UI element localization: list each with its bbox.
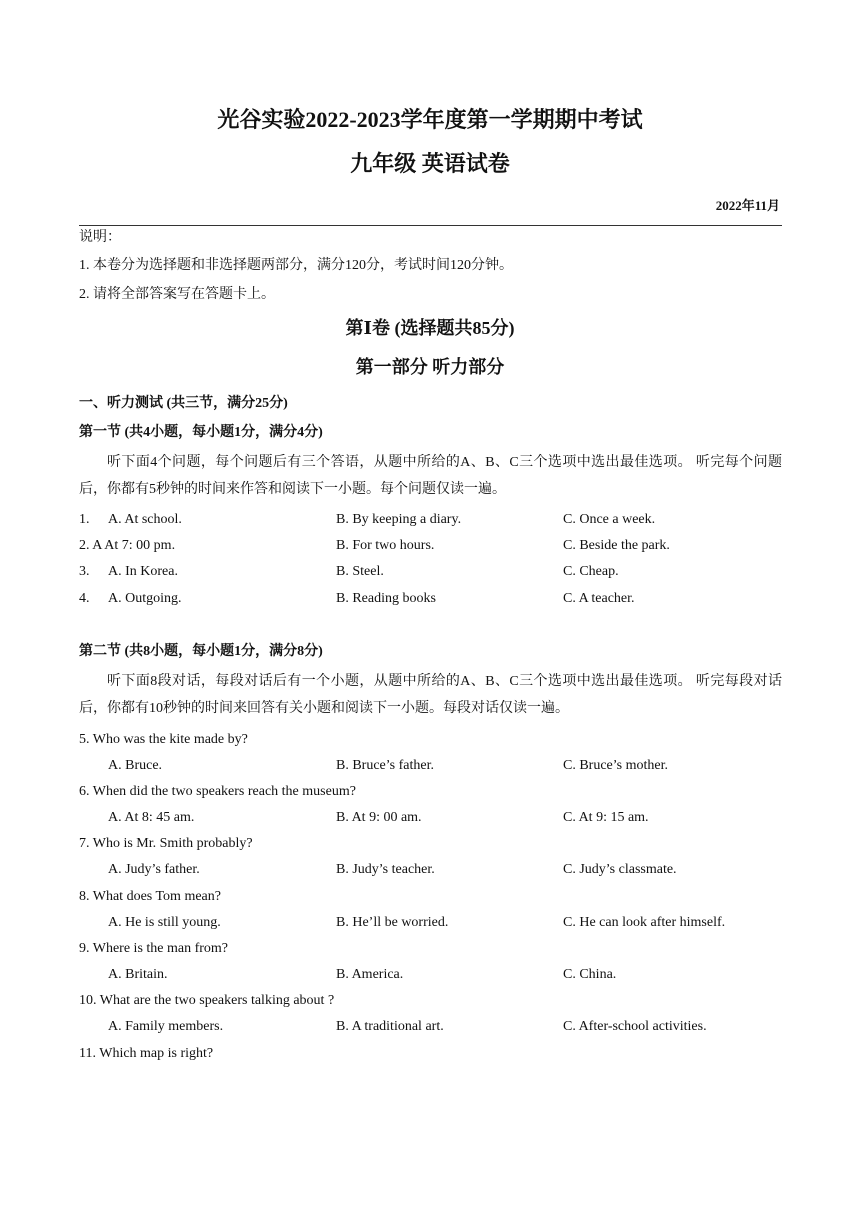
option-b: B. Steel. [336, 564, 384, 579]
option-c: C. Bruce’s mother. [563, 758, 668, 773]
item-number: 4. [79, 591, 90, 606]
section-heading: 第一部分 听力部分 [355, 357, 505, 377]
question-text: 10. What are the two speakers talking about ? [79, 993, 335, 1008]
exam-title: 光谷实验2022-2023学年度第一学期期中考试 [217, 107, 643, 132]
item-number: 2. A At 7: 00 pm. [79, 538, 176, 553]
question-11: 11. Which map is right? [79, 1046, 214, 1061]
option-c: C. Once a week. [563, 512, 656, 527]
option-a: A. He is still young. [108, 915, 221, 930]
option-a: A. Outgoing. [108, 591, 182, 606]
option-c: C. China. [563, 967, 617, 982]
exam-subtitle: 九年级 英语试卷 [350, 151, 510, 176]
option-c: C. At 9: 15 am. [563, 810, 649, 825]
option-b: B. Reading books [336, 591, 436, 606]
header-divider [79, 225, 782, 226]
sec1-heading: 第一节 (共4小题，每小题1分，满分4分) [79, 425, 323, 440]
listening-heading: 一、听力测试 (共三节，满分25分) [79, 396, 288, 411]
option-b: B. Judy’s teacher. [336, 862, 435, 877]
note-item-1: 1. 本卷分为选择题和非选择题两部分，满分120分，考试时间120分钟。 [79, 258, 513, 273]
option-b: B. A traditional art. [336, 1019, 444, 1034]
option-b: B. America. [336, 967, 404, 982]
option-c: C. Cheap. [563, 564, 619, 579]
question-text: 8. What does Tom mean? [79, 889, 221, 904]
option-a: A. Judy’s father. [108, 862, 200, 877]
option-b: B. At 9: 00 am. [336, 810, 422, 825]
option-a: A. Britain. [108, 967, 168, 982]
sec1-instructions: 听下面4个问题，每个问题后有三个答语，从题中所给的A、B、C三个选项中选出最佳选项。 听完每个问题后，你都有5秒钟的时间来作答和阅读下一小题。每个问题仅读一遍。 [79, 455, 782, 497]
option-a: A. At school. [108, 512, 182, 527]
option-a: A. In Korea. [108, 564, 178, 579]
option-b: B. Bruce’s father. [336, 758, 434, 773]
part-heading: 第Ⅰ卷 (选择题共85分) [345, 318, 515, 338]
option-a: A. Family members. [108, 1019, 224, 1034]
sec2-heading: 第二节 (共8小题，每小题1分，满分8分) [79, 644, 323, 659]
option-c: C. Judy’s classmate. [563, 862, 677, 877]
option-a: A. At 8: 45 am. [108, 810, 195, 825]
question-text: 6. When did the two speakers reach the museum? [79, 784, 356, 799]
question-text: 5. Who was the kite made by? [79, 732, 248, 747]
option-b: B. He’ll be worried. [336, 915, 449, 930]
question-text: 9. Where is the man from? [79, 941, 229, 956]
item-number: 1. [79, 512, 90, 527]
option-a: A. Bruce. [108, 758, 163, 773]
exam-date: 2022年11月 [715, 198, 780, 213]
option-c: C. He can look after himself. [563, 915, 726, 930]
notes-label: 说明： [79, 230, 121, 245]
option-c: C. A teacher. [563, 591, 635, 606]
sec2-instructions: 听下面8段对话，每段对话后有一个小题，从题中所给的A、B、C三个选项中选出最佳选项。 听完每段对话后，你都有10秒钟的时间来回答有关小题和阅读下一小题。每段对话仅读一遍。 [79, 674, 782, 716]
item-number: 3. [79, 564, 90, 579]
option-c: C. After-school activities. [563, 1019, 707, 1034]
option-b: B. By keeping a diary. [336, 512, 462, 527]
option-c: C. Beside the park. [563, 538, 670, 553]
option-b: B. For two hours. [336, 538, 435, 553]
question-text: 7. Who is Mr. Smith probably? [79, 836, 253, 851]
note-item-2: 2. 请将全部答案写在答题卡上。 [79, 287, 275, 302]
